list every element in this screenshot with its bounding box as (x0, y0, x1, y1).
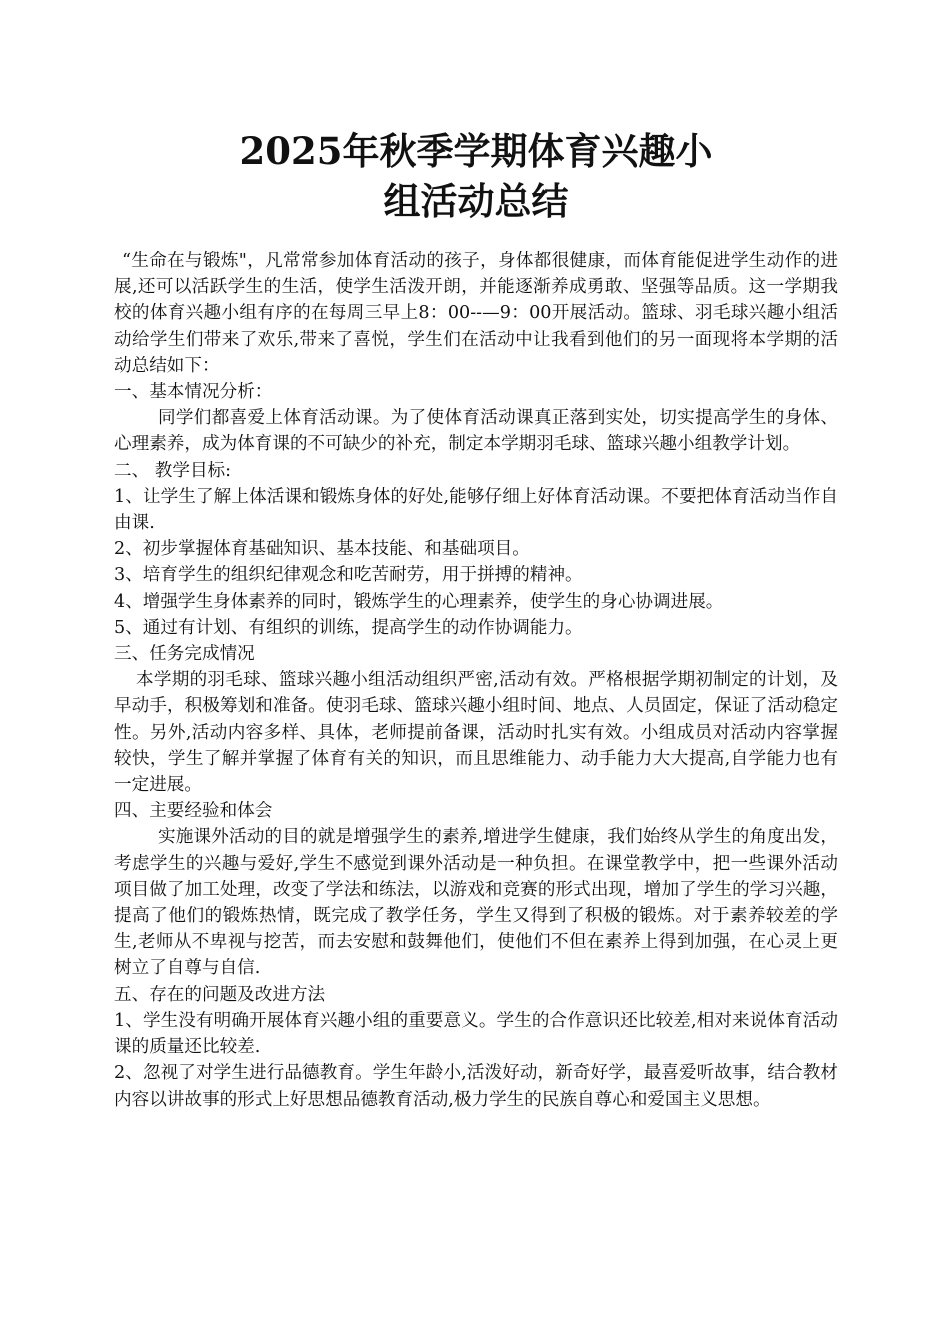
goal-item-1: 1、让学生了解上体活课和锻炼身体的好处,能够仔细上好体育活动课。不要把体育活动当作自由课. (114, 486, 838, 534)
problem-item-1: 1、学生没有明确开展体育兴趣小组的重要意义。学生的合作意识还比较差,相对来说体育活动课的质量还比较差. (114, 1010, 838, 1058)
document-title (114, 126, 838, 226)
title-line-1: 2025年秋季学期体育兴趣小 (239, 129, 713, 173)
goal-item-5: 5、通过有计划、有组织的训练，提高学生的动作协调能力。 (114, 617, 583, 638)
section-1-paragraph: 同学们都喜爱上体育活动课。为了使体育活动课真正落到实处，切实提高学生的身体、心理素养，成为体育课的不可缺少的补充，制定本学期羽毛球、篮球兴趣小组教学计划。 (114, 408, 838, 455)
intro-paragraph: “生命在与锻炼"，凡常常参加体育活动的孩子，身体都很健康，而体育能促进学生动作的进展,还可以活跃学生的生活，使学生活泼开朗，并能逐渐养成勇敢、坚强等品质。这一学期我校的体育兴趣小组有序的在每周三早上8：00--—9：00开展活动。篮球、羽毛球兴趣小组活动给学生们带来了欢乐,带来了喜悦，学生们在活动中让我看到他们的另一面现将本学期的活动总结如下： (114, 251, 838, 376)
section-heading-2: 二、 教学目标: (114, 460, 232, 481)
goal-item-2: 2、初步掌握体育基础知识、基本技能、和基础项目。 (114, 539, 530, 560)
title-line-2: 组活动总结 (383, 179, 569, 223)
goal-item-3: 3、培育学生的组织纪律观念和吃苦耐劳，用于拼搏的精神。 (114, 565, 583, 586)
section-heading-4: 四、主要经验和体会 (114, 801, 273, 822)
section-4-paragraph: 实施课外活动的目的就是增强学生的素养,增进学生健康，我们始终从学生的角度出发，考虑学生的兴趣与爱好,学生不感觉到课外活动是一种负担。在课堂教学中，把一些课外活动项目做了加工处理，改变了学法和练法，以游戏和竞赛的形式出现，增加了学生的学习兴趣，提高了他们的锻炼热情，既完成了教学任务，学生又得到了积极的锻炼。对于素养较差的学生,老师从不卑视与挖苦，而去安慰和鼓舞他们，使他们不但在素养上得到加强，在心灵上更树立了自尊与自信. (114, 827, 838, 979)
section-heading-5: 五、存在的问题及改进方法 (114, 984, 326, 1005)
section-heading-1: 一、基本情况分析： (114, 382, 273, 403)
section-3-paragraph: 本学期的羽毛球、篮球兴趣小组活动组织严密,活动有效。严格根据学期初制定的计划，及早动手，积极筹划和准备。使羽毛球、篮球兴趣小组时间、地点、人员固定，保证了活动稳定性。另外,活动内容多样、具体，老师提前备课，活动时扎实有效。小组成员对活动内容掌握较快，学生了解并掌握了体育有关的知识，而且思维能力、动手能力大大提高,自学能力也有一定进展。 (114, 670, 838, 796)
section-heading-3: 三、任务完成情况 (114, 644, 255, 665)
document-page (114, 126, 838, 1113)
document-body (114, 248, 838, 1113)
problem-item-2: 2、忽视了对学生进行品德教育。学生年龄小,活泼好动，新奇好学，最喜爱听故事，结合教材内容以讲故事的形式上好思想品德教育活动,极力学生的民族自尊心和爱国主义思想。 (114, 1063, 838, 1110)
goal-item-4: 4、增强学生身体素养的同时，锻炼学生的心理素养，使学生的身心协调进展。 (114, 591, 724, 612)
